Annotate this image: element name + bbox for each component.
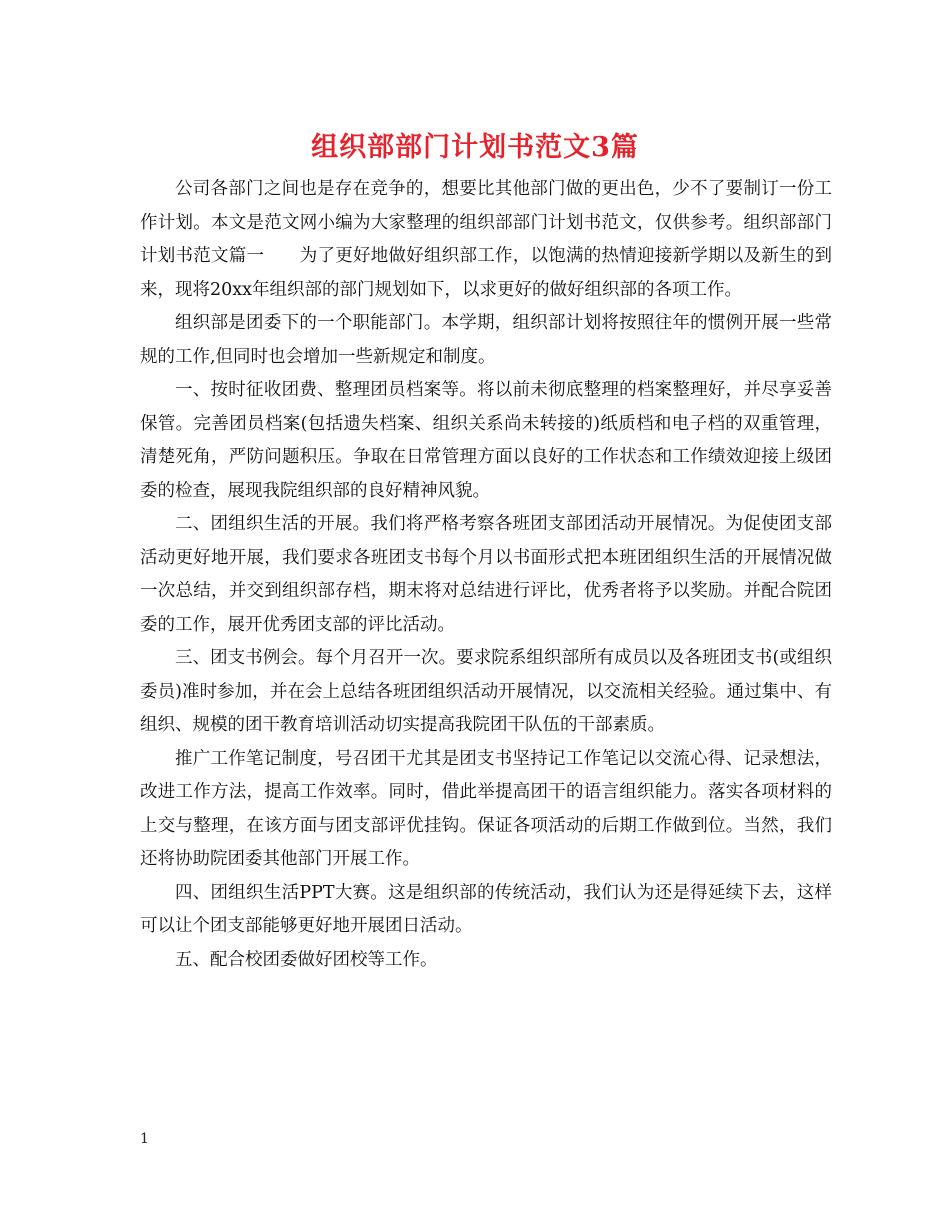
paragraph-item-5: 五、配合校团委做好团校等工作。 [175, 949, 438, 970]
paragraph-intro: 公司各部门之间也是存在竞争的，想要比其他部门做的更出色，少不了要制订一份工作计划。本文是范文网小编为大家整理的组织部部门计划书范文，仅供参考。组织部部门计划书范文篇一 为了更好地做好组织部工作，以饱满的热情迎接新学期以及新生的到来，现将20xx年组织部的部门规划如下，以求更好的做好组织部的各项工作。 [140, 179, 832, 300]
paragraph-overview: 组织部是团委下的一个职能部门。本学期，组织部计划将按照往年的惯例开展一些常规的工作,但同时也会增加一些新规定和制度。 [140, 313, 832, 367]
paragraph-item-3: 三、团支书例会。每个月召开一次。要求院系组织部所有成员以及各班团支书(或组织委员)准时参加，并在会上总结各班团组织活动开展情况，以交流相关经验。通过集中、有组织、规模的团干教育培训活动切实提高我院团干队伍的干部素质。 [140, 648, 832, 735]
document-body [140, 173, 832, 977]
paragraph-item-1: 一、按时征收团费、整理团员档案等。将以前未彻底整理的档案整理好，并尽享妥善保管。完善团员档案(包括遗失档案、组织关系尚未转接的)纸质档和电子档的双重管理，清楚死角，严防问题积压。争取在日常管理方面以良好的工作状态和工作绩效迎接上级团委的检查，展现我院组织部的良好精神风貌。 [140, 380, 832, 501]
document-title: 组织部部门计划书范文3篇 [311, 132, 639, 163]
paragraph-item-2: 二、团组织生活的开展。我们将严格考察各班团支部团活动开展情况。为促使团支部活动更好地开展，我们要求各班团支书每个月以书面形式把本班团组织生活的开展情况做一次总结，并交到组织部存档，期末将对总结进行评比，优秀者将予以奖励。并配合院团委的工作，展开优秀团支部的评比活动。 [140, 514, 832, 635]
paragraph-item-4: 四、团组织生活PPT大赛。这是组织部的传统活动，我们认为还是得延续下去，这样可以让个团支部能够更好地开展团日活动。 [140, 882, 832, 936]
paragraph-notes: 推广工作笔记制度，号召团干尤其是团支书坚持记工作笔记以交流心得、记录想法，改进工作方法，提高工作效率。同时，借此举提高团干的语言组织能力。落实各项材料的上交与整理，在该方面与团支部评优挂钩。保证各项活动的后期工作做到位。当然，我们还将协助院团委其他部门开展工作。 [140, 748, 832, 869]
page-number: 1 [140, 1131, 149, 1147]
